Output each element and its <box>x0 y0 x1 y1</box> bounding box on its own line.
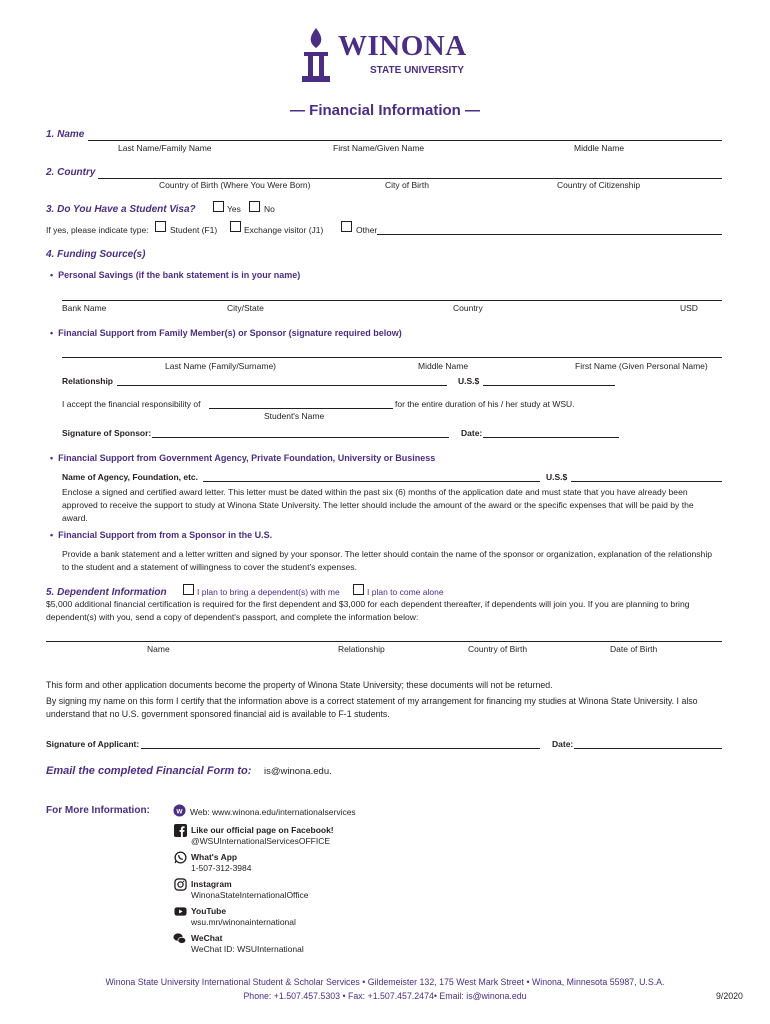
us-sponsor-instructions: Provide a bank statement and a letter written and signed by your sponsor. The letter should contain the name of the sponsor or organization, explanation of the relationship to the student and a statement of willingness to cover the student's expenses. <box>62 549 713 572</box>
bring-dependent-checkbox[interactable] <box>183 584 194 595</box>
wechat-title: WeChat <box>191 933 223 943</box>
wechat-icon <box>173 932 186 945</box>
instagram-handle[interactable]: WinonaStateInternationalOffice <box>191 890 309 900</box>
student-name-field[interactable] <box>209 408 393 409</box>
other-field[interactable] <box>377 234 722 235</box>
more-info-label: For More Information: <box>46 805 150 816</box>
youtube-title: YouTube <box>191 906 227 916</box>
whatsapp-icon <box>174 851 187 864</box>
caption-student-name: Student's Name <box>264 411 325 421</box>
gov-title: • Financial Support from Government Agency, Private Foundation, University or Business <box>50 453 436 463</box>
student-f1-label: Student (F1) <box>170 225 218 235</box>
caption-dep-country: Country of Birth <box>468 644 528 654</box>
relationship-label: Relationship <box>62 376 114 386</box>
visa-yes-label: Yes <box>227 204 241 214</box>
caption-first-name: First Name/Given Name <box>333 143 425 153</box>
caption-city-birth: City of Birth <box>385 180 429 190</box>
section-5-label: 5. Dependent Information <box>46 587 167 598</box>
visa-no-checkbox[interactable] <box>249 201 260 212</box>
email-address[interactable]: is@winona.edu. <box>264 766 332 777</box>
bring-dependent-label: I plan to bring a dependent(s) with me <box>197 587 340 597</box>
form-title: — Financial Information — <box>289 102 480 119</box>
us-sponsor-title: • Financial Support from from a Sponsor in the U.S. <box>50 530 273 540</box>
svg-text:W: W <box>176 808 183 816</box>
whatsapp-number[interactable]: 1-507-312-3984 <box>191 863 252 873</box>
caption-family-last: Last Name (Family/Surname) <box>165 361 277 371</box>
savings-title: • Personal Savings (if the bank statement is in your name) <box>50 270 301 280</box>
caption-family-middle: Middle Name <box>418 361 469 371</box>
come-alone-label: I plan to come alone <box>367 587 444 597</box>
family-name-field[interactable] <box>62 357 722 358</box>
caption-usd: USD <box>680 303 698 313</box>
footer-address: Winona State University International Student & Scholar Services • Gildemeister 132, 175 West Mark Street • Winona, Minnesota 55987, U.S.A. <box>105 977 665 987</box>
section-1-label: 1. Name <box>46 129 85 140</box>
property-notice: This form and other application documents become the property of Winona State University; these documents will not be returned. <box>46 680 553 690</box>
caption-dep-dob: Date of Birth <box>610 644 658 654</box>
caption-dep-name: Name <box>147 644 170 654</box>
instagram-icon <box>174 878 187 891</box>
other-label: Other <box>356 225 378 235</box>
gov-usd-field[interactable] <box>571 481 722 482</box>
family-usd-field[interactable] <box>483 385 615 386</box>
facebook-icon <box>174 824 187 837</box>
visa-yes-checkbox[interactable] <box>213 201 224 212</box>
other-checkbox[interactable] <box>341 221 352 232</box>
savings-field[interactable] <box>62 300 722 301</box>
family-usd-label: U.S.$ <box>458 376 480 386</box>
caption-city-state: City/State <box>227 303 264 313</box>
exchange-j1-checkbox[interactable] <box>230 221 241 232</box>
youtube-link[interactable]: wsu.mn/winonainternational <box>191 917 296 927</box>
applicant-date-field[interactable] <box>574 748 722 749</box>
accept-text-a: I accept the financial responsibility of <box>62 399 201 409</box>
email-label: Email the completed Financial Form to: <box>46 765 252 777</box>
caption-family-first: First Name (Given Personal Name) <box>575 361 708 371</box>
family-title: • Financial Support from Family Member(s) or Sponsor (signature required below) <box>50 328 402 338</box>
whatsapp-title: What's App <box>191 852 238 862</box>
section-3-label: 3. Do You Have a Student Visa? <box>46 204 196 215</box>
relationship-field[interactable] <box>117 385 447 386</box>
caption-dep-relationship: Relationship <box>338 644 385 654</box>
accept-text-b: for the entire duration of his / her study at WSU. <box>395 399 575 409</box>
form-version: 9/2020 <box>716 991 743 1001</box>
visa-type-prompt: If yes, please indicate type: <box>46 225 149 235</box>
section-4-label: 4. Funding Source(s) <box>46 249 146 260</box>
youtube-icon <box>174 905 187 918</box>
applicant-signature-label: Signature of Applicant: <box>46 739 140 749</box>
wsu-logo <box>296 26 476 86</box>
dependent-instructions: $5,000 additional financial certification is required for the first dependent and $3,000 for each dependent thereafter, if dependents will join you. If you are planning to bring dependent(s) with you, send a copy of dependent's passport, and complete the information below: <box>46 599 690 622</box>
applicant-date-label: Date: <box>552 739 574 749</box>
web-link[interactable]: Web: www.winona.edu/internationalservices <box>190 807 356 817</box>
agency-field[interactable] <box>203 481 540 482</box>
caption-bank-name: Bank Name <box>62 303 107 313</box>
name-field[interactable] <box>88 140 722 141</box>
exchange-j1-label: Exchange visitor (J1) <box>244 225 324 235</box>
sponsor-date-label: Date: <box>461 428 483 438</box>
country-field[interactable] <box>98 178 722 179</box>
facebook-handle[interactable]: @WSUInternationalServicesOFFICE <box>191 836 331 846</box>
applicant-signature-field[interactable] <box>141 748 540 749</box>
gov-usd-label: U.S.$ <box>546 472 568 482</box>
student-f1-checkbox[interactable] <box>155 221 166 232</box>
visa-no-label: No <box>264 204 275 214</box>
instagram-title: Instagram <box>191 879 232 889</box>
dependent-field[interactable] <box>46 641 722 642</box>
sponsor-signature-label: Signature of Sponsor: <box>62 428 152 438</box>
caption-country-birth: Country of Birth (Where You Were Born) <box>159 180 311 190</box>
logo-wordmark: WINONA <box>338 30 467 62</box>
facebook-title: Like our official page on Facebook! <box>191 825 334 835</box>
gov-instructions: Enclose a signed and certified award letter. This letter must be dated within the past six (6) months of the application date and must state that you have already been approved to receive the support to study at Winona State University. The letter should include the amount of the award or the specific expenses that will be paid by the award. <box>62 487 694 523</box>
caption-savings-country: Country <box>453 303 483 313</box>
logo-subtitle: STATE UNIVERSITY <box>370 65 465 76</box>
caption-middle-name: Middle Name <box>574 143 625 153</box>
torch-icon <box>296 26 336 84</box>
sponsor-signature-field[interactable] <box>152 437 449 438</box>
caption-last-name: Last Name/Family Name <box>118 143 212 153</box>
section-2-label: 2. Country <box>46 167 96 178</box>
caption-citizenship: Country of Citizenship <box>557 180 641 190</box>
agency-label: Name of Agency, Foundation, etc. <box>62 472 199 482</box>
wechat-id: WeChat ID: WSUInternational <box>191 944 304 954</box>
certification-text: By signing my name on this form I certify that the information above is a correct statement of my arrangement for financing my studies at Winona State University. I also understand that no U.S. government sponsored financial aid is available to F-1 students. <box>46 696 698 719</box>
web-icon <box>173 804 186 817</box>
come-alone-checkbox[interactable] <box>353 584 364 595</box>
sponsor-date-field[interactable] <box>483 437 619 438</box>
footer-contact: Phone: +1.507.457.5303 • Fax: +1.507.457.2474• Email: is@winona.edu <box>243 991 527 1001</box>
